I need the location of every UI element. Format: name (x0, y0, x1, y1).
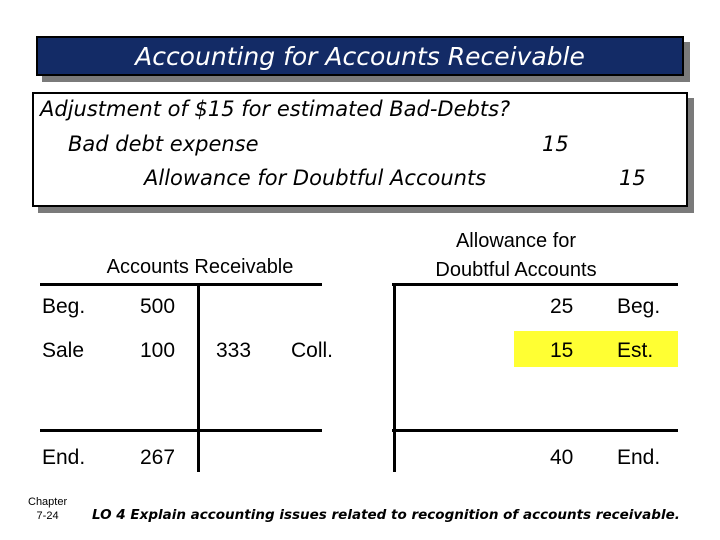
ar-row-label: Sale (42, 339, 85, 362)
allowance-top-line (392, 283, 678, 286)
slide-title: Accounting for Accounts Receivable (135, 41, 585, 71)
allowance-ending-credit: 40 (550, 446, 574, 469)
ar-top-line (40, 283, 322, 286)
ar-ending-debit: 267 (140, 446, 176, 469)
ar-row-debit: 500 (140, 295, 176, 318)
ar-account-title: Accounts Receivable (106, 256, 294, 278)
ar-ending-label: End. (42, 446, 86, 469)
debit-account: Bad debt expense (68, 132, 259, 156)
credit-account: Allowance for Doubtful Accounts (144, 166, 487, 190)
ar-row-credit-label: Coll. (291, 339, 334, 362)
adjustment-question: Adjustment of $15 for estimated Bad-Debts? (40, 97, 511, 121)
ar-row-debit: 100 (140, 339, 176, 362)
chapter-label (28, 495, 67, 523)
chapter-line1: Chapter (28, 496, 68, 508)
credit-amount: 15 (619, 166, 646, 190)
learning-objective: LO 4 Explain accounting issues related to recognition of accounts receivable. (92, 507, 680, 523)
ar-balance-line (40, 429, 322, 432)
allowance-balance-line (392, 429, 678, 432)
allowance-row-credit: 25 (550, 295, 574, 318)
allowance-row-label: Beg. (617, 295, 661, 318)
ar-row-label: Beg. (42, 295, 86, 318)
ar-center-line (197, 283, 200, 472)
allowance-ending-label: End. (617, 446, 661, 469)
allowance-row-credit: 15 (550, 339, 574, 362)
debit-amount: 15 (542, 132, 569, 156)
journal-entry-box (32, 92, 688, 207)
allowance-title-line2: Doubtful Accounts (435, 259, 597, 281)
title-bar (36, 36, 684, 76)
allowance-center-line (393, 283, 396, 472)
allowance-title-line1: Allowance for (455, 230, 577, 252)
ar-row-credit: 333 (216, 339, 252, 362)
estimate-highlight (514, 331, 678, 367)
chapter-line2: 7-24 (36, 510, 59, 522)
allowance-row-label: Est. (617, 339, 654, 362)
